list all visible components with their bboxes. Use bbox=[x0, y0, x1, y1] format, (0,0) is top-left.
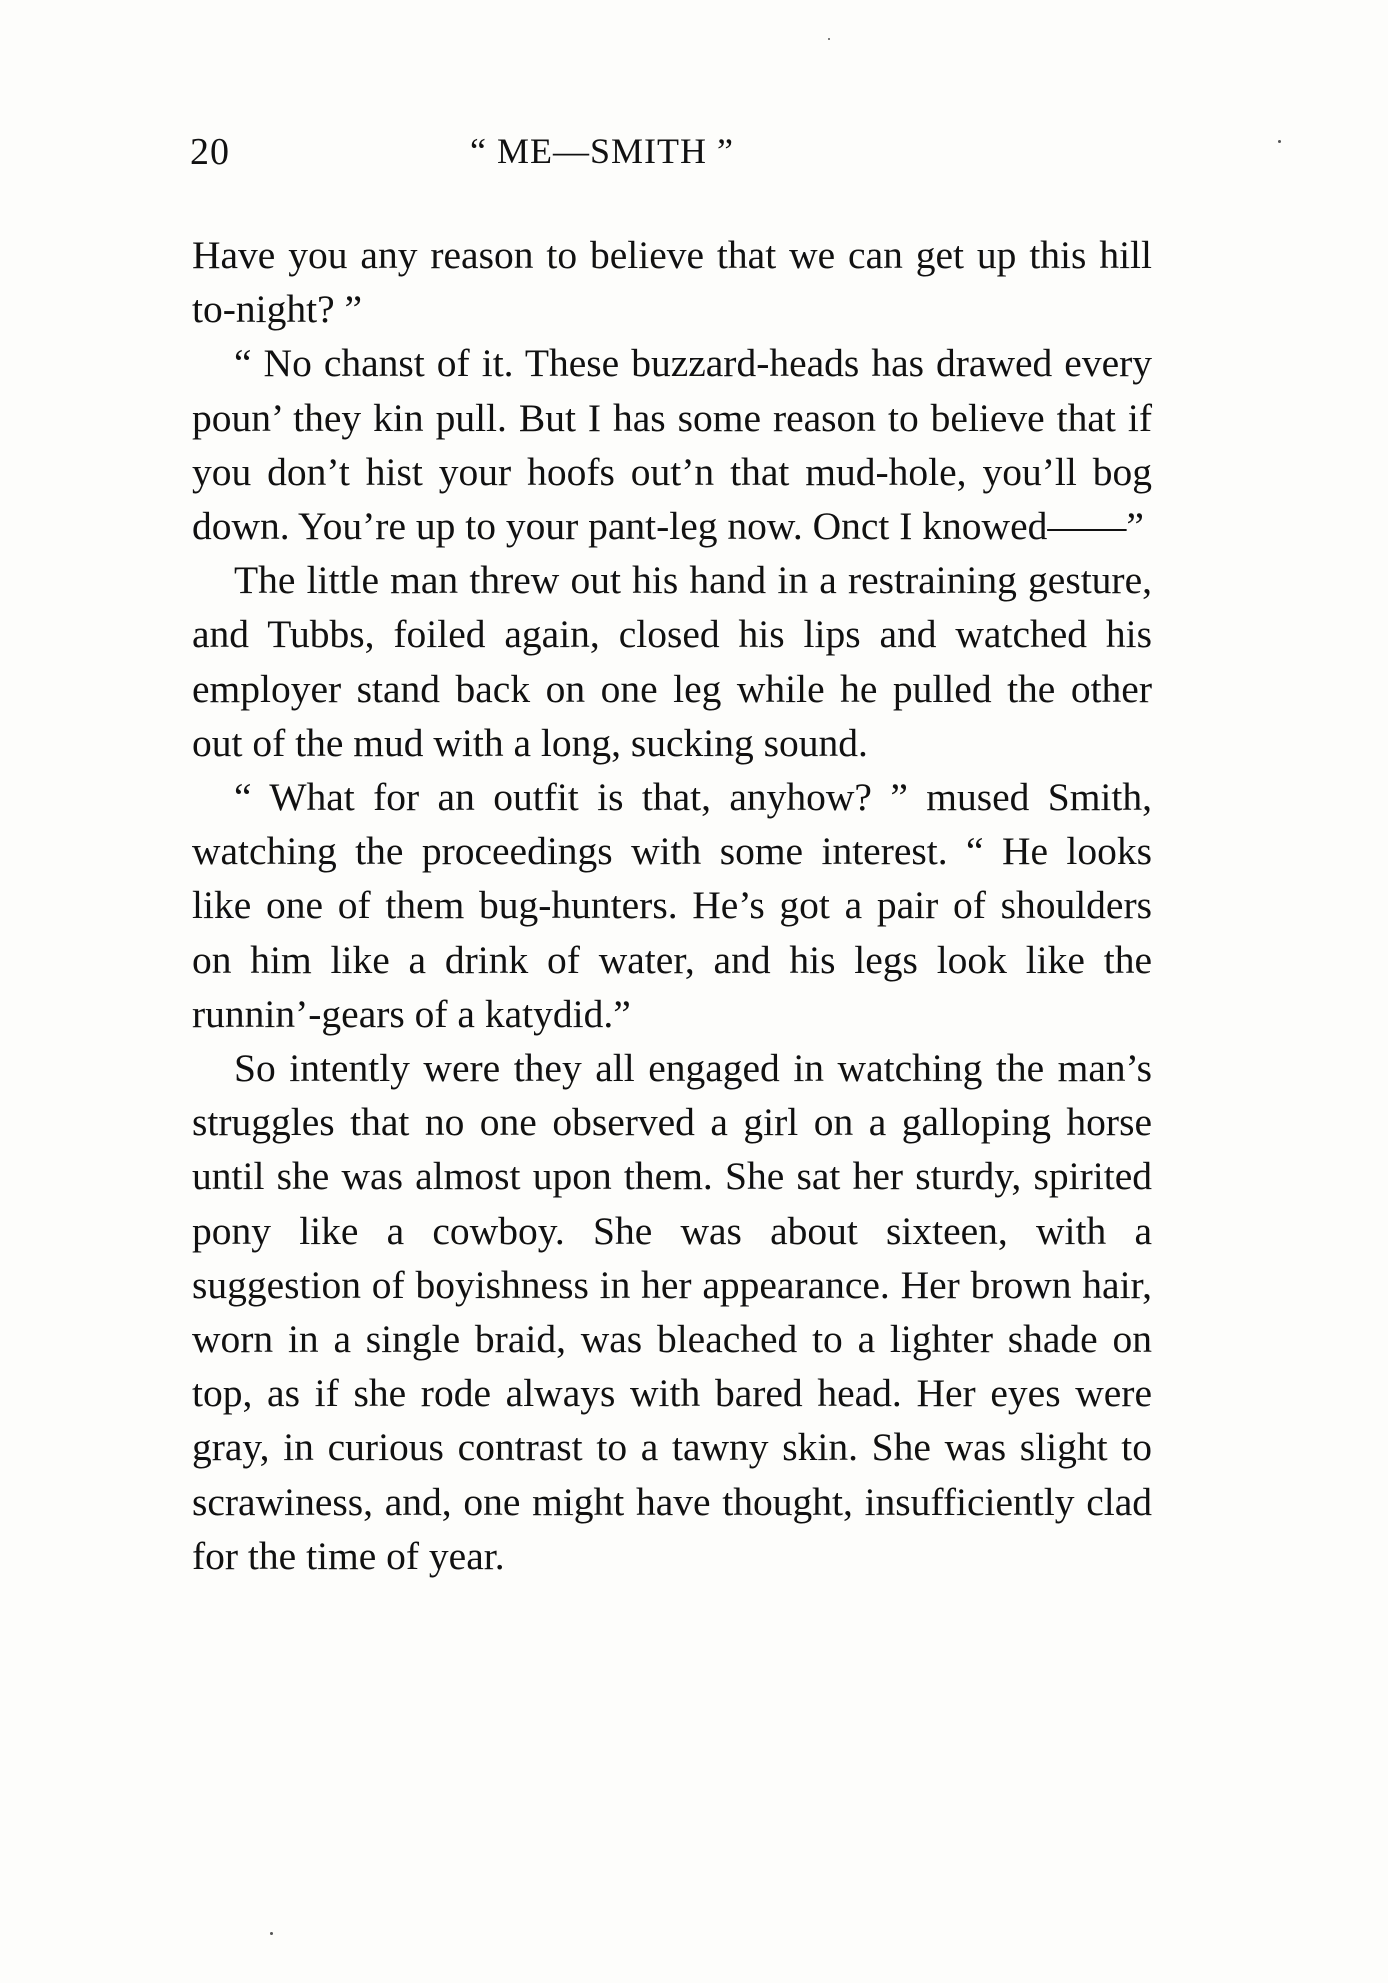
paragraph-smith-muses: “ What for an outfit is that, anyhow? ” mused Smith, watching the proceedings with some interest. “ He looks like one of them bug-hunters. He’s got a pair of shoulders on him like a drink of water, and his legs look like the runnin’-gears of a katydid.” bbox=[192, 775, 1152, 1036]
running-head bbox=[190, 130, 1160, 180]
print-speck bbox=[828, 38, 830, 40]
page-number: 20 bbox=[190, 131, 230, 173]
paragraph-continuation: Have you any reason to believe that we can get up this hill to-night? ” bbox=[192, 233, 1152, 332]
body-text bbox=[192, 228, 1152, 1583]
running-title: “ ME—SMITH ” bbox=[470, 131, 734, 171]
paragraph-girl-arrives: So intently were they all engaged in watching the man’s struggles that no one observed a girl on a galloping horse until she was almost upon them. She sat her sturdy, spirited pony like a cowboy. She was about sixteen, with a suggestion of boyishness in her appearance. Her brown hair, worn in a single braid, was bleached to a lighter shade on top, as if she rode always with bared head. Her eyes were gray, in curious contrast to a tawny skin. She was slight to scrawiness, and, one might have thought, insufficiently clad for the time of year. bbox=[192, 1046, 1152, 1578]
paragraph-little-man: The little man threw out his hand in a restraining gesture, and Tubbs, foiled again, closed his lips and watched his employer stand back on one leg while he pulled the other out of the mud with a long, sucking sound. bbox=[192, 558, 1152, 765]
paragraph-tubbs-reply: “ No chanst of it. These buzzard-heads has drawed every poun’ they kin pull. But I has some reason to believe that if you don’t hist your hoofs out’n that mud-hole, you’ll bog down. You’re up to your pant-leg now. Onct I knowed——” bbox=[192, 341, 1152, 549]
print-speck bbox=[1278, 140, 1281, 143]
print-speck bbox=[270, 1932, 273, 1935]
